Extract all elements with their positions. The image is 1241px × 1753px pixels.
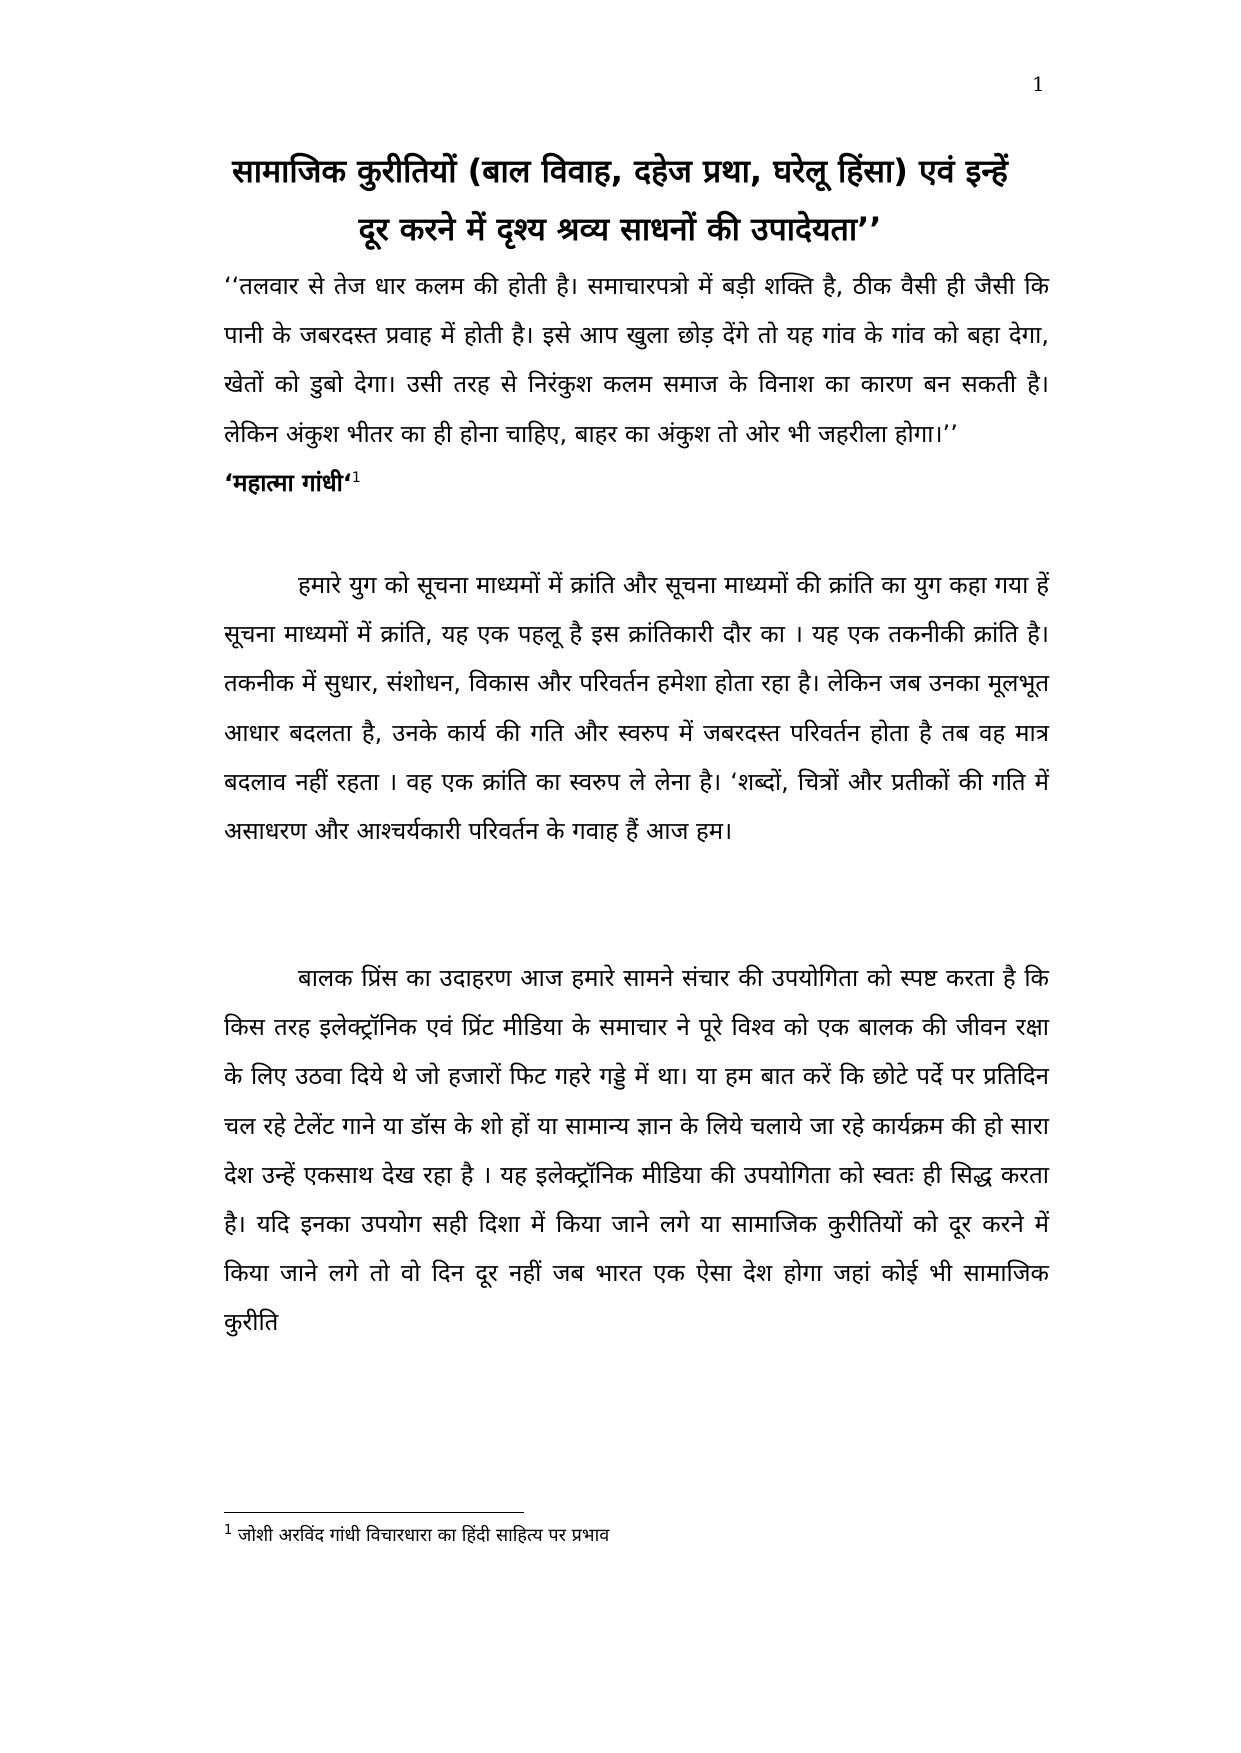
footnote: [224, 1522, 1049, 1550]
footnote-divider: [224, 1512, 524, 1513]
footnote-text: जोशी अरविंद गांधी विचारधारा का हिंदी साहित्य पर प्रभाव: [238, 1525, 610, 1546]
quote-attribution: [224, 459, 1049, 508]
attribution-name: ‘महात्मा गांधी‘: [224, 468, 352, 497]
paragraph-1: हमारे युग को सूचना माध्यमों में क्रांति और सूचना माध्यमों की क्रांति का युग कहा गया हें सूचना माध्यमों में क्रांति, यह एक पहलू है इस क्रांतिकारी दौर का । यह एक तकनीकी क्रांति है। तकनीक में सुधार, संशोधन, विकास और परिवर्तन हमेशा होता रहा है। लेकिन जब उनका मूलभूत आधार बदलता है, उनके कार्य की गति और स्वरुप में जबरदस्त परिवर्तन होता है तब वह मात्र बदलाव नहीं रहता । वह एक क्रांति का स्वरुप ले लेना है। ‘शब्दों, चित्रों और प्रतीकों की गति में असाधरण और आश्चर्यकारी परिवर्तन के गवाह हैं आज हम।: [224, 571, 1049, 846]
paragraph-2: बालक प्रिंस का उदाहरण आज हमारे सामने संचार की उपयोगिता को स्पष्ट करता है कि किस तरह इलेक्ट्रॉनिक एवं प्रिंट मीडिया के समाचार ने पूरे विश्व को एक बालक की जीवन रक्षा के लिए उठवा दिये थे जो हजारों फिट गहरे गड्डे में था। या हम बात करें कि छोटे पर्दे पर प्रतिदिन चल रहे टेलेंट गाने या डॉस के शो हों या सामान्य ज्ञान के लिये चलाये जा रहे कार्यक्रम की हो सारा देश उन्हें एकसाथ देख रहा है । यह इलेक्ट्रॉनिक मीडिया की उपयोगिता को स्वतः ही सिद्ध करता है। यदि इनका उपयोग सही दिशा में किया जाने लगे या सामाजिक कुरीतियों को दूर करने में किया जाने लगे तो वो दिन दूर नहीं जब भारत एक ऐसा देश होगा जहां कोई भी सामाजिक कुरीति: [224, 964, 1049, 1337]
title-line-2: दूर करने में दृश्य श्रव्य साधनों की उपादेयता’’: [358, 210, 882, 248]
quote-text: ‘‘तलवार से तेज धार कलम की होती है। समाचारपत्रो में बड़ी शक्ति है, ठीक वैसी ही जैसी कि पानी के जबरदस्त प्रवाह में होती है। इसे आप खुला छोड़ देंगे तो यह गांव के गांव को बहा देगा, खेतों को डुबो देगा। उसी तरह से निरंकुश कलम समाज के विनाश का कारण बन सकती है। लेकिन अंकुश भीतर का ही होना चाहिए, बाहर का अंकुश तो ओर भी जहरीला होगा।’’: [224, 272, 1049, 448]
opening-quote: [224, 262, 1049, 508]
page-title: [150, 142, 1090, 258]
title-line-1: सामाजिक कुरीतियों (बाल विवाह, दहेज प्रथा, घरेलू हिंसा) एवं इन्हें: [232, 152, 1008, 190]
page-number: 1: [1032, 72, 1045, 96]
footnote-ref: 1: [351, 469, 361, 486]
footnote-number: 1: [224, 1523, 233, 1538]
